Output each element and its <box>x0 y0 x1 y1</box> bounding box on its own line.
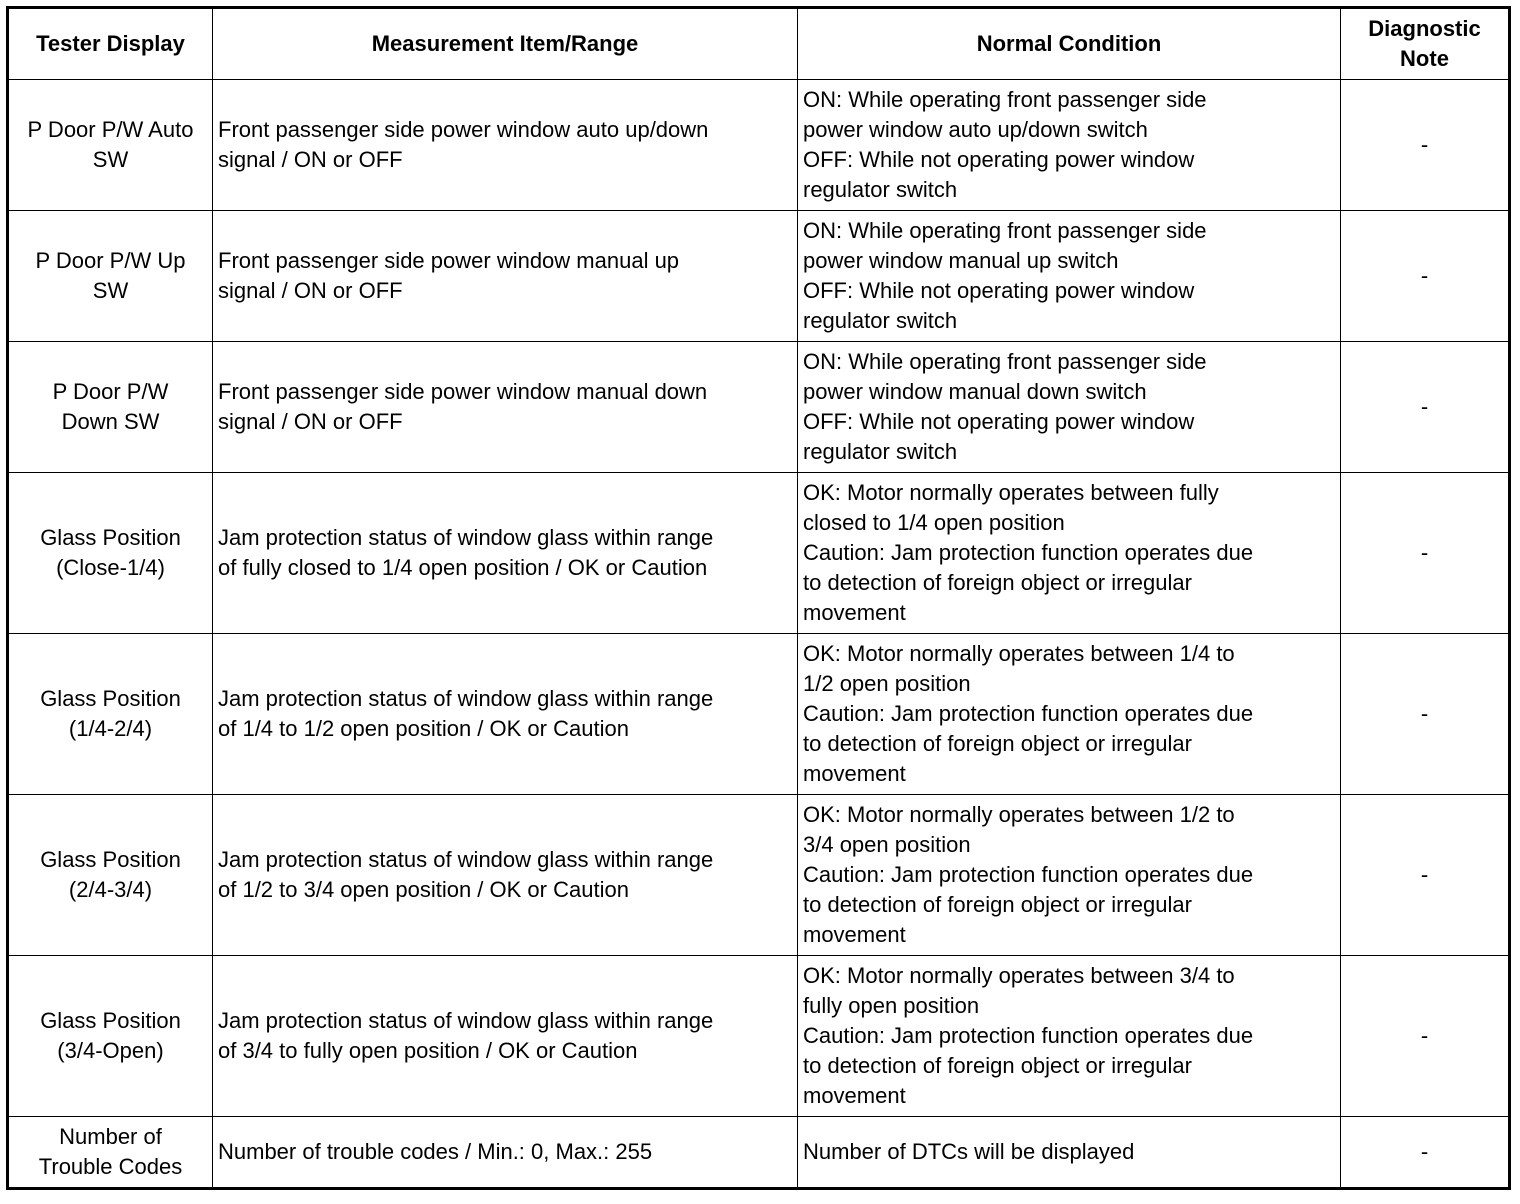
cell-tester-display-line: Down SW <box>61 409 160 434</box>
cell-tester-display-line: (Close-1/4) <box>56 555 165 580</box>
cell-measurement-line: Jam protection status of window glass within range <box>218 847 714 872</box>
cell-measurement-line: of 1/4 to 1/2 open position / OK or Caution <box>218 716 629 741</box>
cell-normal-condition-line: regulator switch <box>803 308 958 333</box>
cell-diagnostic-note: - <box>1341 634 1510 795</box>
cell-normal-condition <box>798 342 1341 473</box>
cell-normal-condition-line: Number of DTCs will be displayed <box>803 1139 1135 1164</box>
cell-tester-display-line: P Door P/W <box>52 379 169 404</box>
cell-tester-display <box>8 80 213 211</box>
header-diagnostic-note-line1: Diagnostic <box>1368 16 1481 41</box>
cell-normal-condition-line: power window manual up switch <box>803 248 1119 273</box>
cell-normal-condition-line: OFF: While not operating power window <box>803 409 1195 434</box>
cell-measurement <box>213 956 798 1117</box>
cell-normal-condition-line: OK: Motor normally operates between 1/2 to <box>803 802 1235 827</box>
cell-normal-condition-line: regulator switch <box>803 439 958 464</box>
cell-measurement-line: Front passenger side power window manual down <box>218 379 708 404</box>
cell-normal-condition-line: movement <box>803 761 906 786</box>
cell-normal-condition-line: OK: Motor normally operates between 3/4 to <box>803 963 1235 988</box>
header-diagnostic-note-line2: Note <box>1400 46 1449 71</box>
cell-normal-condition-line: 3/4 open position <box>803 832 971 857</box>
cell-measurement-line: Jam protection status of window glass within range <box>218 686 714 711</box>
cell-normal-condition-line: regulator switch <box>803 177 958 202</box>
cell-measurement-line: Front passenger side power window auto up/down <box>218 117 709 142</box>
header-measurement: Measurement Item/Range <box>213 8 798 80</box>
cell-normal-condition-line: movement <box>803 922 906 947</box>
cell-tester-display <box>8 795 213 956</box>
cell-measurement-line: Jam protection status of window glass within range <box>218 1008 714 1033</box>
header-row <box>8 8 1510 80</box>
table-row <box>8 634 1510 795</box>
cell-normal-condition-line: closed to 1/4 open position <box>803 510 1065 535</box>
cell-normal-condition-line: power window manual down switch <box>803 379 1147 404</box>
cell-normal-condition-line: Caution: Jam protection function operates due <box>803 1023 1254 1048</box>
cell-measurement-line: Front passenger side power window manual up <box>218 248 680 273</box>
cell-normal-condition-line: power window auto up/down switch <box>803 117 1148 142</box>
cell-measurement <box>213 634 798 795</box>
cell-measurement <box>213 473 798 634</box>
cell-measurement-line: Number of trouble codes / Min.: 0, Max.: 255 <box>218 1139 653 1164</box>
cell-normal-condition <box>798 80 1341 211</box>
table-row <box>8 1117 1510 1189</box>
table-row <box>8 211 1510 342</box>
cell-tester-display <box>8 956 213 1117</box>
cell-tester-display-line: P Door P/W Auto <box>27 117 194 142</box>
cell-normal-condition <box>798 795 1341 956</box>
cell-measurement <box>213 80 798 211</box>
cell-tester-display-line: Glass Position <box>40 1008 181 1033</box>
cell-tester-display-line: Glass Position <box>40 525 181 550</box>
table-row <box>8 795 1510 956</box>
cell-normal-condition-line: ON: While operating front passenger side <box>803 349 1207 374</box>
cell-tester-display-line: SW <box>92 278 129 303</box>
header-normal-condition: Normal Condition <box>798 8 1341 80</box>
cell-normal-condition <box>798 1117 1341 1189</box>
cell-normal-condition-line: OFF: While not operating power window <box>803 147 1195 172</box>
cell-measurement-line: of 1/2 to 3/4 open position / OK or Caution <box>218 877 629 902</box>
cell-tester-display <box>8 634 213 795</box>
cell-tester-display-line: (1/4-2/4) <box>68 716 153 741</box>
cell-normal-condition-line: to detection of foreign object or irregular <box>803 1053 1192 1078</box>
cell-normal-condition-line: movement <box>803 600 906 625</box>
header-tester-display: Tester Display <box>8 8 213 80</box>
header-diagnostic-note <box>1341 8 1510 80</box>
cell-measurement-line: signal / ON or OFF <box>218 147 403 172</box>
cell-measurement-line: signal / ON or OFF <box>218 409 403 434</box>
cell-tester-display-line: Trouble Codes <box>38 1154 183 1179</box>
cell-normal-condition-line: Caution: Jam protection function operates due <box>803 701 1254 726</box>
cell-measurement <box>213 795 798 956</box>
cell-normal-condition <box>798 634 1341 795</box>
cell-normal-condition-line: OFF: While not operating power window <box>803 278 1195 303</box>
cell-tester-display <box>8 211 213 342</box>
cell-measurement-line: of fully closed to 1/4 open position / OK or Caution <box>218 555 708 580</box>
cell-tester-display <box>8 1117 213 1189</box>
cell-normal-condition-line: to detection of foreign object or irregular <box>803 731 1192 756</box>
cell-normal-condition-line: ON: While operating front passenger side <box>803 87 1207 112</box>
table-row <box>8 956 1510 1117</box>
table-row <box>8 80 1510 211</box>
cell-normal-condition-line: fully open position <box>803 993 980 1018</box>
cell-diagnostic-note: - <box>1341 80 1510 211</box>
cell-diagnostic-note: - <box>1341 1117 1510 1189</box>
table-row <box>8 473 1510 634</box>
cell-measurement <box>213 1117 798 1189</box>
cell-normal-condition-line: movement <box>803 1083 906 1108</box>
cell-tester-display-line: Glass Position <box>40 847 181 872</box>
cell-tester-display-line: Glass Position <box>40 686 181 711</box>
cell-tester-display-line: SW <box>92 147 129 172</box>
cell-normal-condition-line: to detection of foreign object or irregular <box>803 570 1192 595</box>
cell-measurement <box>213 342 798 473</box>
cell-tester-display-line: Number of <box>59 1124 162 1149</box>
cell-normal-condition-line: ON: While operating front passenger side <box>803 218 1207 243</box>
cell-tester-display <box>8 473 213 634</box>
cell-normal-condition-line: OK: Motor normally operates between fully <box>803 480 1219 505</box>
cell-diagnostic-note: - <box>1341 956 1510 1117</box>
table-row <box>8 342 1510 473</box>
cell-tester-display-line: (2/4-3/4) <box>68 877 153 902</box>
cell-tester-display-line: (3/4-Open) <box>57 1038 164 1063</box>
cell-normal-condition-line: to detection of foreign object or irregular <box>803 892 1192 917</box>
cell-measurement-line: signal / ON or OFF <box>218 278 403 303</box>
cell-normal-condition-line: Caution: Jam protection function operates due <box>803 862 1254 887</box>
cell-measurement <box>213 211 798 342</box>
data-list-table <box>6 6 1511 1190</box>
cell-normal-condition-line: Caution: Jam protection function operates due <box>803 540 1254 565</box>
cell-measurement-line: of 3/4 to fully open position / OK or Caution <box>218 1038 638 1063</box>
cell-diagnostic-note: - <box>1341 473 1510 634</box>
cell-diagnostic-note: - <box>1341 211 1510 342</box>
cell-tester-display-line: P Door P/W Up <box>35 248 186 273</box>
cell-normal-condition <box>798 473 1341 634</box>
cell-normal-condition-line: OK: Motor normally operates between 1/4 to <box>803 641 1235 666</box>
cell-diagnostic-note: - <box>1341 342 1510 473</box>
table-body <box>8 80 1510 1189</box>
cell-normal-condition-line: 1/2 open position <box>803 671 971 696</box>
cell-diagnostic-note: - <box>1341 795 1510 956</box>
cell-normal-condition <box>798 956 1341 1117</box>
cell-measurement-line: Jam protection status of window glass within range <box>218 525 714 550</box>
cell-tester-display <box>8 342 213 473</box>
cell-normal-condition <box>798 211 1341 342</box>
